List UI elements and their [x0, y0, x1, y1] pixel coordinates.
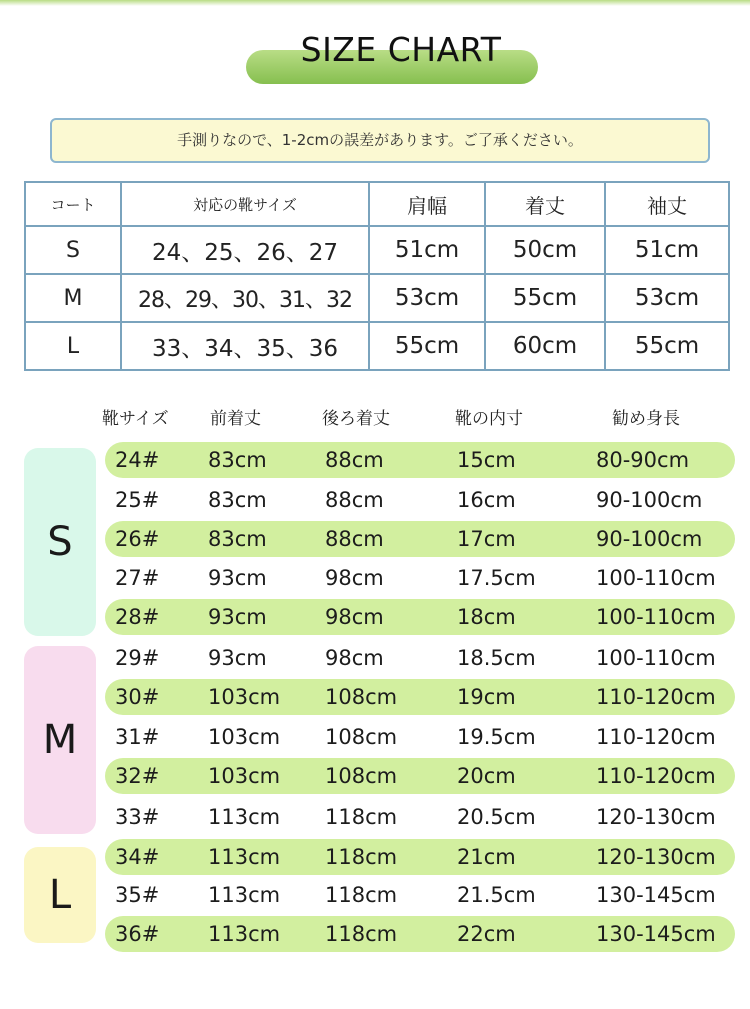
size-guide-front: 83cm: [208, 527, 267, 551]
coat-sleeve: 51cm: [605, 226, 729, 274]
size-guide-inner: 18cm: [457, 605, 516, 629]
header-recommended-height: 勧め身長: [612, 409, 680, 429]
size-guide-back: 118cm: [325, 922, 398, 946]
size-guide-inner: 20.5cm: [457, 805, 536, 829]
coat-shoe-sizes: 33、34、35、36: [121, 322, 369, 370]
size-guide-height: 110-120cm: [596, 764, 716, 788]
size-guide-height: 120-130cm: [596, 845, 716, 869]
size-guide-front: 113cm: [208, 805, 281, 829]
header-shoulder: 肩幅: [369, 182, 485, 226]
size-guide-front: 83cm: [208, 448, 267, 472]
size-guide-inner: 18.5cm: [457, 646, 536, 670]
size-guide-row: [105, 916, 735, 952]
group-block-l: [24, 847, 96, 943]
size-guide-row: [105, 839, 735, 875]
size-guide-height: 80-90cm: [596, 448, 690, 472]
size-guide-shoe: 28#: [115, 605, 160, 629]
size-guide-row: [105, 679, 735, 715]
coat-length: 60cm: [485, 322, 605, 370]
size-guide-inner: 21.5cm: [457, 883, 536, 907]
size-guide-back: 98cm: [325, 646, 384, 670]
size-guide-inner: 16cm: [457, 488, 516, 512]
group-block-m: [24, 646, 96, 834]
group-label-l: L: [48, 872, 72, 918]
size-guide-front: 103cm: [208, 685, 281, 709]
coat-size-table: [24, 181, 730, 371]
size-guide-shoe: 24#: [115, 448, 160, 472]
header-inner-length: 靴の内寸: [455, 409, 523, 429]
size-guide-inner: 22cm: [457, 922, 516, 946]
size-guide-height: 110-120cm: [596, 725, 716, 749]
coat-sleeve: 55cm: [605, 322, 729, 370]
size-guide-back: 98cm: [325, 605, 384, 629]
size-guide-shoe: 31#: [115, 725, 160, 749]
coat-size: M: [25, 274, 121, 322]
size-guide-inner: 17cm: [457, 527, 516, 551]
size-guide-height: 100-110cm: [596, 566, 716, 590]
header-coat: コート: [25, 182, 121, 226]
size-guide-front: 93cm: [208, 566, 267, 590]
size-guide-row: [105, 799, 735, 835]
size-guide-shoe: 35#: [115, 883, 160, 907]
size-guide-back: 88cm: [325, 488, 384, 512]
size-guide-inner: 19.5cm: [457, 725, 536, 749]
size-guide-inner: 19cm: [457, 685, 516, 709]
size-guide-headers: [0, 404, 750, 428]
size-guide-inner: 17.5cm: [457, 566, 536, 590]
size-guide-shoe: 30#: [115, 685, 160, 709]
coat-size: L: [25, 322, 121, 370]
size-guide-height: 100-110cm: [596, 605, 716, 629]
header-back-length: 後ろ着丈: [322, 409, 390, 429]
size-guide-shoe: 36#: [115, 922, 160, 946]
coat-row-m: [25, 274, 729, 322]
coat-table-header: [25, 182, 729, 226]
size-guide-height: 130-145cm: [596, 883, 716, 907]
measurement-note: 手測りなので、1-2cmの誤差があります。ご了承ください。: [50, 118, 710, 163]
size-guide-height: 100-110cm: [596, 646, 716, 670]
size-guide-front: 113cm: [208, 845, 281, 869]
size-guide-height: 120-130cm: [596, 805, 716, 829]
size-guide-row: [105, 560, 735, 596]
size-guide-shoe: 26#: [115, 527, 160, 551]
coat-length: 55cm: [485, 274, 605, 322]
size-guide-inner: 21cm: [457, 845, 516, 869]
size-guide-front: 93cm: [208, 605, 267, 629]
size-guide-front: 113cm: [208, 883, 281, 907]
size-guide-shoe: 27#: [115, 566, 160, 590]
size-guide-shoe: 25#: [115, 488, 160, 512]
size-guide-row: [105, 640, 735, 676]
coat-shoe-sizes: 28、29、30、31、32: [121, 274, 369, 322]
size-guide-inner: 20cm: [457, 764, 516, 788]
header-front-length: 前着丈: [210, 409, 261, 429]
size-guide-back: 108cm: [325, 725, 398, 749]
coat-length: 50cm: [485, 226, 605, 274]
header-shoe-sizes: 対応の靴サイズ: [121, 182, 369, 226]
size-guide-front: 103cm: [208, 725, 281, 749]
size-guide-back: 118cm: [325, 805, 398, 829]
group-label-m: M: [42, 717, 78, 763]
size-guide-height: 90-100cm: [596, 527, 703, 551]
coat-shoulder: 55cm: [369, 322, 485, 370]
coat-sleeve: 53cm: [605, 274, 729, 322]
size-guide-front: 113cm: [208, 922, 281, 946]
size-guide-back: 108cm: [325, 685, 398, 709]
size-guide-back: 88cm: [325, 527, 384, 551]
size-guide-shoe: 32#: [115, 764, 160, 788]
size-guide-row: [105, 442, 735, 478]
coat-row-s: [25, 226, 729, 274]
coat-shoulder: 51cm: [369, 226, 485, 274]
size-guide-back: 108cm: [325, 764, 398, 788]
size-guide-back: 118cm: [325, 845, 398, 869]
size-guide-shoe: 33#: [115, 805, 160, 829]
coat-size: S: [25, 226, 121, 274]
size-guide-row: [105, 877, 735, 913]
size-guide-shoe: 29#: [115, 646, 160, 670]
group-block-s: [24, 448, 96, 636]
size-guide-row: [105, 599, 735, 635]
size-guide-row: [105, 758, 735, 794]
size-guide-back: 98cm: [325, 566, 384, 590]
size-guide-row: [105, 719, 735, 755]
coat-shoulder: 53cm: [369, 274, 485, 322]
header-length: 着丈: [485, 182, 605, 226]
header-shoe-size: 靴サイズ: [102, 409, 169, 429]
page-title: SIZE CHART: [300, 30, 502, 69]
size-guide-row: [105, 521, 735, 557]
size-guide-front: 83cm: [208, 488, 267, 512]
size-guide-height: 110-120cm: [596, 685, 716, 709]
size-guide-shoe: 34#: [115, 845, 160, 869]
coat-row-l: [25, 322, 729, 370]
size-guide-height: 130-145cm: [596, 922, 716, 946]
size-guide-row: [105, 482, 735, 518]
size-guide-height: 90-100cm: [596, 488, 703, 512]
size-guide-inner: 15cm: [457, 448, 516, 472]
size-guide-back: 88cm: [325, 448, 384, 472]
coat-shoe-sizes: 24、25、26、27: [121, 226, 369, 274]
size-guide-front: 93cm: [208, 646, 267, 670]
group-label-s: S: [47, 519, 73, 565]
size-guide-back: 118cm: [325, 883, 398, 907]
size-guide-front: 103cm: [208, 764, 281, 788]
header-sleeve: 袖丈: [605, 182, 729, 226]
